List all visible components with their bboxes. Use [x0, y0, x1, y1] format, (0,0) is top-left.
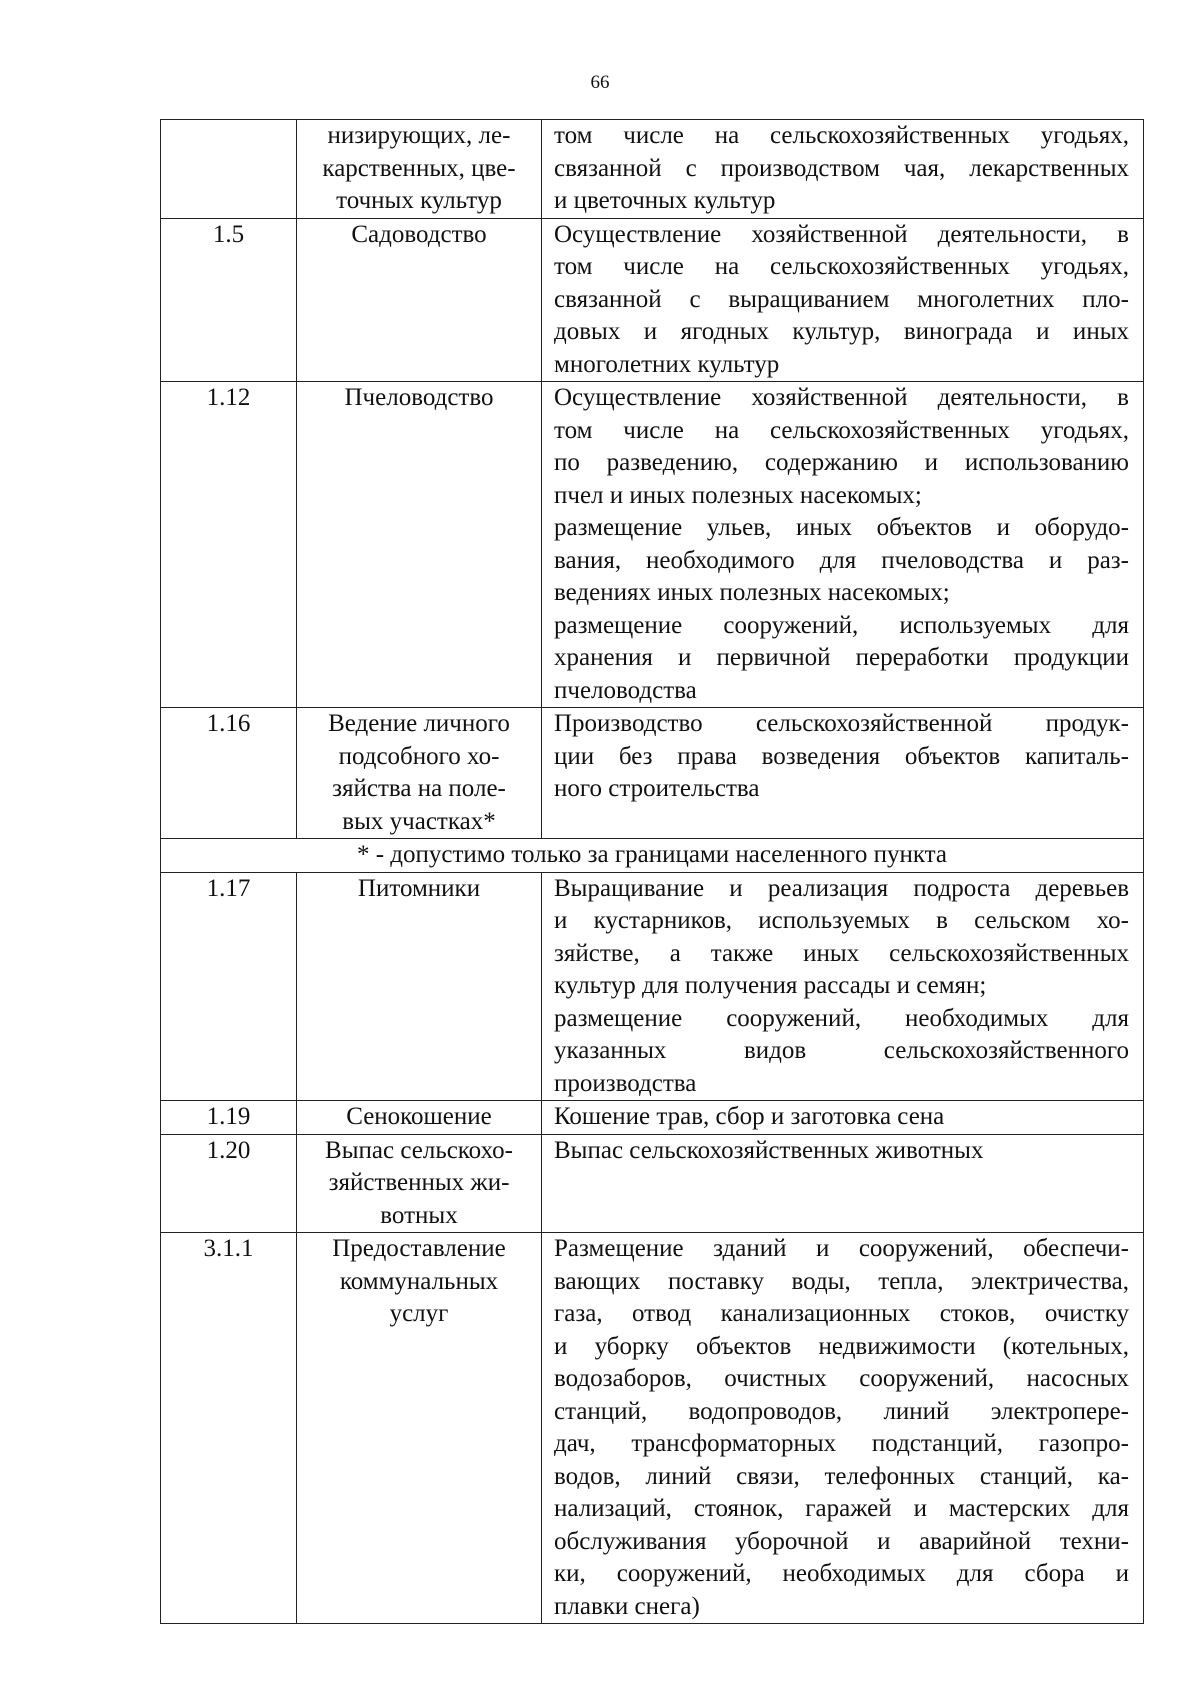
land-use-name-line: низирующих, ле-: [327, 122, 511, 149]
description-line: размещение сооружений, необходимых для: [554, 1004, 1129, 1032]
description-line: размещение ульев, иных объектов и оборудо-: [554, 514, 1129, 541]
description-line: Осуществление хозяйственной деятельности, в: [554, 384, 1129, 411]
table-row: [161, 120, 1144, 219]
description-line: Производство сельскохозяйственной продук-: [554, 710, 1129, 737]
description-line: Выращивание и реализация подроста деревьев: [554, 874, 1129, 902]
description-line: Кошение трав, сбор и заготовка сена: [554, 1103, 945, 1130]
land-use-description: [542, 1233, 1144, 1624]
description-line: размещение сооружений, используемых для: [554, 611, 1129, 639]
description-line: дач, трансформаторных подстанций, газопро-: [554, 1430, 1129, 1457]
land-use-description: [542, 120, 1144, 219]
land-use-name-line: подсобного хо-: [338, 742, 500, 770]
description-line: Осуществление хозяйственной деятельности, в: [554, 220, 1129, 248]
land-use-name-line: услуг: [389, 1300, 449, 1327]
land-use-table: [160, 119, 1144, 1624]
description-line: связанной с выращиванием многолетних пло-: [554, 285, 1129, 313]
table-row: [161, 1233, 1144, 1624]
zone-code: 1.19: [161, 1101, 297, 1135]
land-use-name: [297, 1233, 542, 1624]
land-use-name-line: вых участках*: [342, 807, 496, 835]
description-line: ки, сооружений, необходимых для сбора и: [554, 1560, 1129, 1587]
zone-code: 1.12: [161, 382, 297, 708]
description-paragraph: [554, 873, 1129, 1003]
table-row: [161, 218, 1144, 382]
zone-code: [161, 120, 297, 219]
land-use-description: [542, 1101, 1144, 1135]
land-use-description: [542, 872, 1144, 1101]
description-line: вающих поставку воды, тепла, электричества,: [554, 1267, 1129, 1295]
description-line: газа, отвод канализационных стоков, очистку: [554, 1300, 1129, 1327]
description-line: пчеловодства: [554, 676, 697, 704]
land-use-name-line: коммунальных: [339, 1267, 499, 1295]
land-use-description: [542, 1134, 1144, 1233]
description-paragraph: [554, 1003, 1129, 1101]
description-line: Размещение зданий и сооружений, обеспечи-: [554, 1235, 1129, 1262]
description-line: многолетних культур: [554, 350, 780, 378]
description-paragraph: [554, 219, 1129, 382]
description-paragraph: [554, 1101, 1129, 1134]
description-line: ного строительства: [554, 775, 760, 802]
land-use-name-line: Садоводство: [351, 220, 487, 248]
land-use-name: [297, 1101, 542, 1135]
description-line: том числе на сельскохозяйственных угодьях,: [554, 122, 1129, 149]
land-use-name-line: Питомники: [357, 874, 481, 902]
land-use-name-line: Выпас сельскохо-: [325, 1136, 513, 1164]
land-use-name-line: Сенокошение: [346, 1103, 492, 1130]
zone-code: 1.5: [161, 218, 297, 382]
land-use-description: [542, 708, 1144, 839]
land-use-name-line: Ведение личного: [328, 710, 510, 737]
description-line: связанной с производством чая, лекарственных: [554, 154, 1129, 182]
land-use-name-line: вотных: [380, 1201, 458, 1229]
description-line: том числе на сельскохозяйственных угодьях,: [554, 253, 1129, 280]
land-use-name: [297, 218, 542, 382]
description-paragraph: [554, 1135, 1129, 1168]
description-line: и кустарников, используемых в сельском хо-: [554, 907, 1129, 934]
description-line: том числе на сельскохозяйственных угодьях,: [554, 416, 1129, 444]
footnote-row: * - допустимо только за границами населенного пункта: [161, 839, 1144, 873]
description-line: хранения и первичной переработки продукции: [554, 644, 1129, 671]
table-row: [161, 708, 1144, 839]
description-line: и уборку объектов недвижимости (котельных,: [554, 1332, 1129, 1360]
description-line: станций, водопроводов, линий электропере-: [554, 1397, 1129, 1425]
description-paragraph: [554, 512, 1129, 610]
table-row: [161, 382, 1144, 708]
description-line: плавки снега): [554, 1592, 700, 1620]
description-line: обслуживания уборочной и аварийной техни-: [554, 1527, 1129, 1555]
description-paragraph: [554, 610, 1129, 708]
description-line: производства: [554, 1069, 697, 1097]
description-line: и цветочных культур: [554, 187, 776, 214]
description-paragraph: [554, 120, 1129, 218]
table-row: [161, 1101, 1144, 1135]
land-use-name-line: Предоставление: [332, 1235, 506, 1262]
land-use-name-line: зяйства на поле-: [332, 775, 506, 802]
description-line: вания, необходимого для пчеловодства и раз-: [554, 546, 1129, 574]
land-use-name: [297, 708, 542, 839]
table-row: [161, 1134, 1144, 1233]
land-use-description: [542, 218, 1144, 382]
description-line: водозаборов, очистных сооружений, насосных: [554, 1365, 1129, 1392]
description-line: довых и ягодных культур, винограда и иных: [554, 318, 1129, 345]
description-line: культур для получения рассады и семян;: [554, 972, 987, 999]
zone-code: 1.17: [161, 872, 297, 1101]
land-use-description: [542, 382, 1144, 708]
description-paragraph: [554, 708, 1129, 806]
description-paragraph: [554, 1233, 1129, 1623]
zone-code: 1.16: [161, 708, 297, 839]
table-row: [161, 839, 1144, 873]
description-line: ведениях иных полезных насекомых;: [554, 579, 950, 606]
description-line: зяйстве, а также иных сельскохозяйственных: [554, 939, 1129, 967]
description-line: Выпас сельскохозяйственных животных: [554, 1136, 984, 1164]
land-use-name-line: Пчеловодство: [344, 384, 494, 411]
description-paragraph: [554, 382, 1129, 512]
description-line: по разведению, содержанию и использованию: [554, 449, 1129, 476]
land-use-name: [297, 1134, 542, 1233]
description-line: ции без права возведения объектов капиталь-: [554, 742, 1129, 770]
land-use-name-line: карственных, цве-: [322, 154, 516, 182]
zone-code: 3.1.1: [161, 1233, 297, 1624]
description-line: водов, линий связи, телефонных станций, ка-: [554, 1462, 1129, 1490]
land-use-name: [297, 120, 542, 219]
table-row: [161, 872, 1144, 1101]
land-use-name-line: зяйственных жи-: [328, 1169, 510, 1196]
page-number: 66: [590, 72, 610, 93]
zone-code: 1.20: [161, 1134, 297, 1233]
description-line: нализаций, стоянок, гаражей и мастерских для: [554, 1495, 1129, 1522]
description-line: указанных видов сельскохозяйственного: [554, 1037, 1129, 1064]
land-use-name-line: точных культур: [336, 187, 502, 214]
land-use-name: [297, 872, 542, 1101]
land-use-name: [297, 382, 542, 708]
description-line: пчел и иных полезных насекомых;: [554, 481, 922, 509]
